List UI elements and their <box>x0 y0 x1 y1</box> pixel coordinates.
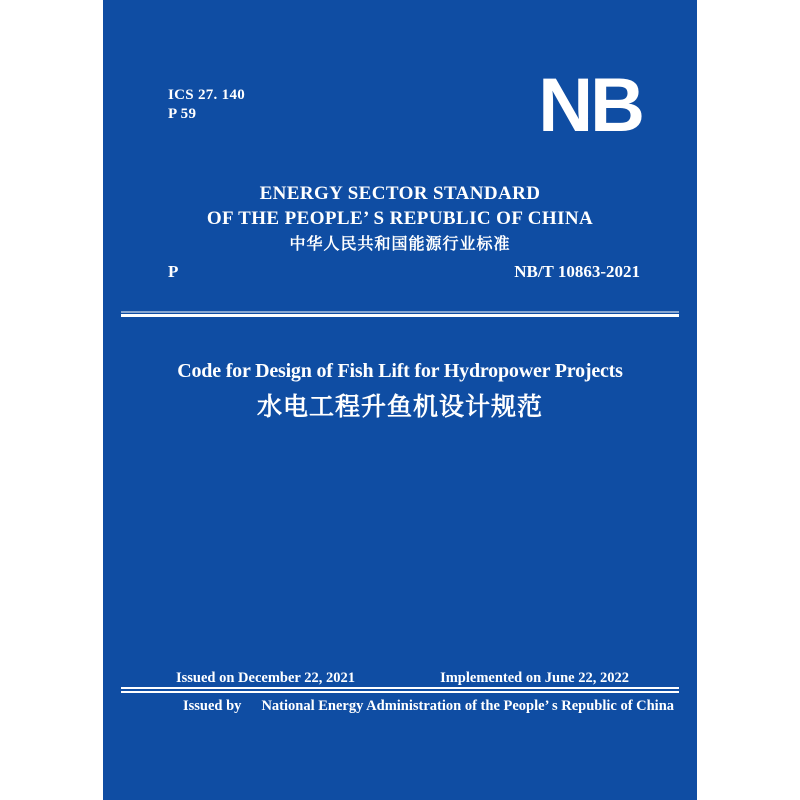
upper-divider-thin-line <box>121 311 679 313</box>
issued-by-label: Issued by <box>183 698 242 714</box>
standard-number: NB/T 10863-2021 <box>514 262 640 281</box>
doc-class-letter: P <box>168 262 179 281</box>
implemented-date: Implemented on June 22, 2022 <box>440 670 629 686</box>
issuing-authority-name: National Energy Administration of the People’ s Republic of China <box>261 698 675 714</box>
document-title-chinese: 水电工程升鱼机设计规范 <box>256 392 543 421</box>
cover-blue-field <box>103 0 697 800</box>
issued-date: Issued on December 22, 2021 <box>176 670 355 686</box>
standard-heading-block <box>103 181 697 256</box>
nb-logo: NB <box>538 63 642 148</box>
classification-number-row <box>168 262 640 282</box>
ics-classification-block <box>168 86 245 124</box>
dates-row <box>176 670 629 687</box>
standard-heading-chinese: 中华人民共和国能源行业标准 <box>289 234 511 253</box>
document-title-english: Code for Design of Fish Lift for Hydropower Projects <box>177 360 623 382</box>
standard-heading-line2: OF THE PEOPLE’ S REPUBLIC OF CHINA <box>206 208 594 229</box>
ics-code: ICS 27. 140 <box>168 87 246 103</box>
p-code: P 59 <box>168 106 197 122</box>
upper-divider-thick-line <box>121 314 679 317</box>
lower-double-rule <box>121 687 679 693</box>
upper-divider-rule <box>121 311 679 317</box>
standard-heading-line1: ENERGY SECTOR STANDARD <box>259 183 541 204</box>
issuing-authority-row <box>183 697 675 715</box>
